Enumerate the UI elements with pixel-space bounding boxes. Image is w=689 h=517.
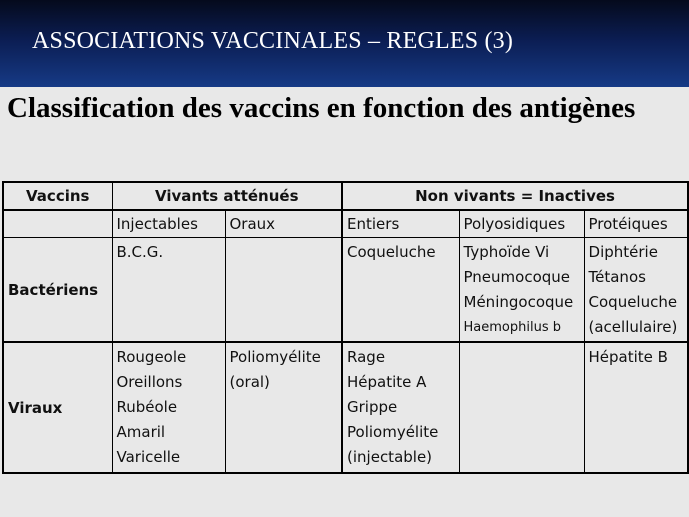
cell-line: Coqueluche — [347, 243, 436, 261]
cell-line: Hépatite A — [347, 373, 427, 391]
cell-vir-injectables — [112, 342, 225, 473]
cell-line: (injectable) — [347, 448, 433, 466]
cell-line: Oreillons — [116, 373, 183, 391]
cell-line: Rage — [347, 348, 386, 366]
cell-line: Rubéole — [116, 398, 178, 416]
cell-line: Poliomyélite — [229, 348, 321, 366]
cell-line: Diphtérie — [588, 243, 658, 261]
cell-line: Hépatite B — [588, 348, 668, 366]
cell-vir-polyosidiques — [459, 342, 584, 473]
cell-bact-proteiques — [584, 238, 688, 343]
cell-line: (acellulaire) — [588, 318, 678, 336]
cell-line: B.C.G. — [116, 243, 164, 261]
cell-bact-entiers — [342, 238, 459, 343]
subheader-entiers: Entiers — [342, 210, 459, 238]
cell-vir-entiers — [342, 342, 459, 473]
cell-line: Méningocoque — [463, 293, 574, 311]
cell-line: Haemophilus b — [463, 320, 561, 335]
cell-vir-proteiques — [584, 342, 688, 473]
header-non-vivants: Non vivants = Inactives — [342, 182, 688, 210]
cell-line: (oral) — [229, 373, 270, 391]
slide-header — [0, 0, 689, 87]
cell-bact-injectables — [112, 238, 225, 343]
cell-line: Rougeole — [116, 348, 187, 366]
cell-line: Tétanos — [588, 268, 646, 286]
subheader-empty — [3, 210, 112, 238]
cell-line: Varicelle — [116, 448, 181, 466]
subheader-proteiques: Protéiques — [584, 210, 688, 238]
subheader-polyosidiques: Polyosidiques — [459, 210, 584, 238]
table-subheader-row — [3, 210, 688, 238]
header-vaccins: Vaccins — [3, 182, 112, 210]
cell-line: Grippe — [347, 398, 398, 416]
subheader-oraux: Oraux — [225, 210, 342, 238]
cell-line: Coqueluche — [588, 293, 678, 311]
page-subtitle: Classification des vaccins en fonction des antigènes — [7, 92, 636, 124]
cell-line: Pneumocoque — [463, 268, 571, 286]
row-label-viraux: Viraux — [3, 342, 112, 473]
table-header-row — [3, 182, 688, 210]
table-row-bacteriens — [3, 238, 688, 343]
slide-title: ASSOCIATIONS VACCINALES – REGLES (3) — [32, 28, 514, 54]
cell-bact-oraux — [225, 238, 342, 343]
cell-line: Poliomyélite — [347, 423, 439, 441]
cell-bact-polyosidiques — [459, 238, 584, 343]
row-label-bacteriens: Bactériens — [3, 238, 112, 343]
cell-vir-oraux — [225, 342, 342, 473]
subheader-injectables: Injectables — [112, 210, 225, 238]
cell-line: Amaril — [116, 423, 166, 441]
cell-line: Typhoïde Vi — [463, 243, 550, 261]
vaccine-classification-table — [2, 181, 689, 474]
header-vivants-attenues: Vivants atténués — [112, 182, 342, 210]
table-row-viraux — [3, 342, 688, 473]
